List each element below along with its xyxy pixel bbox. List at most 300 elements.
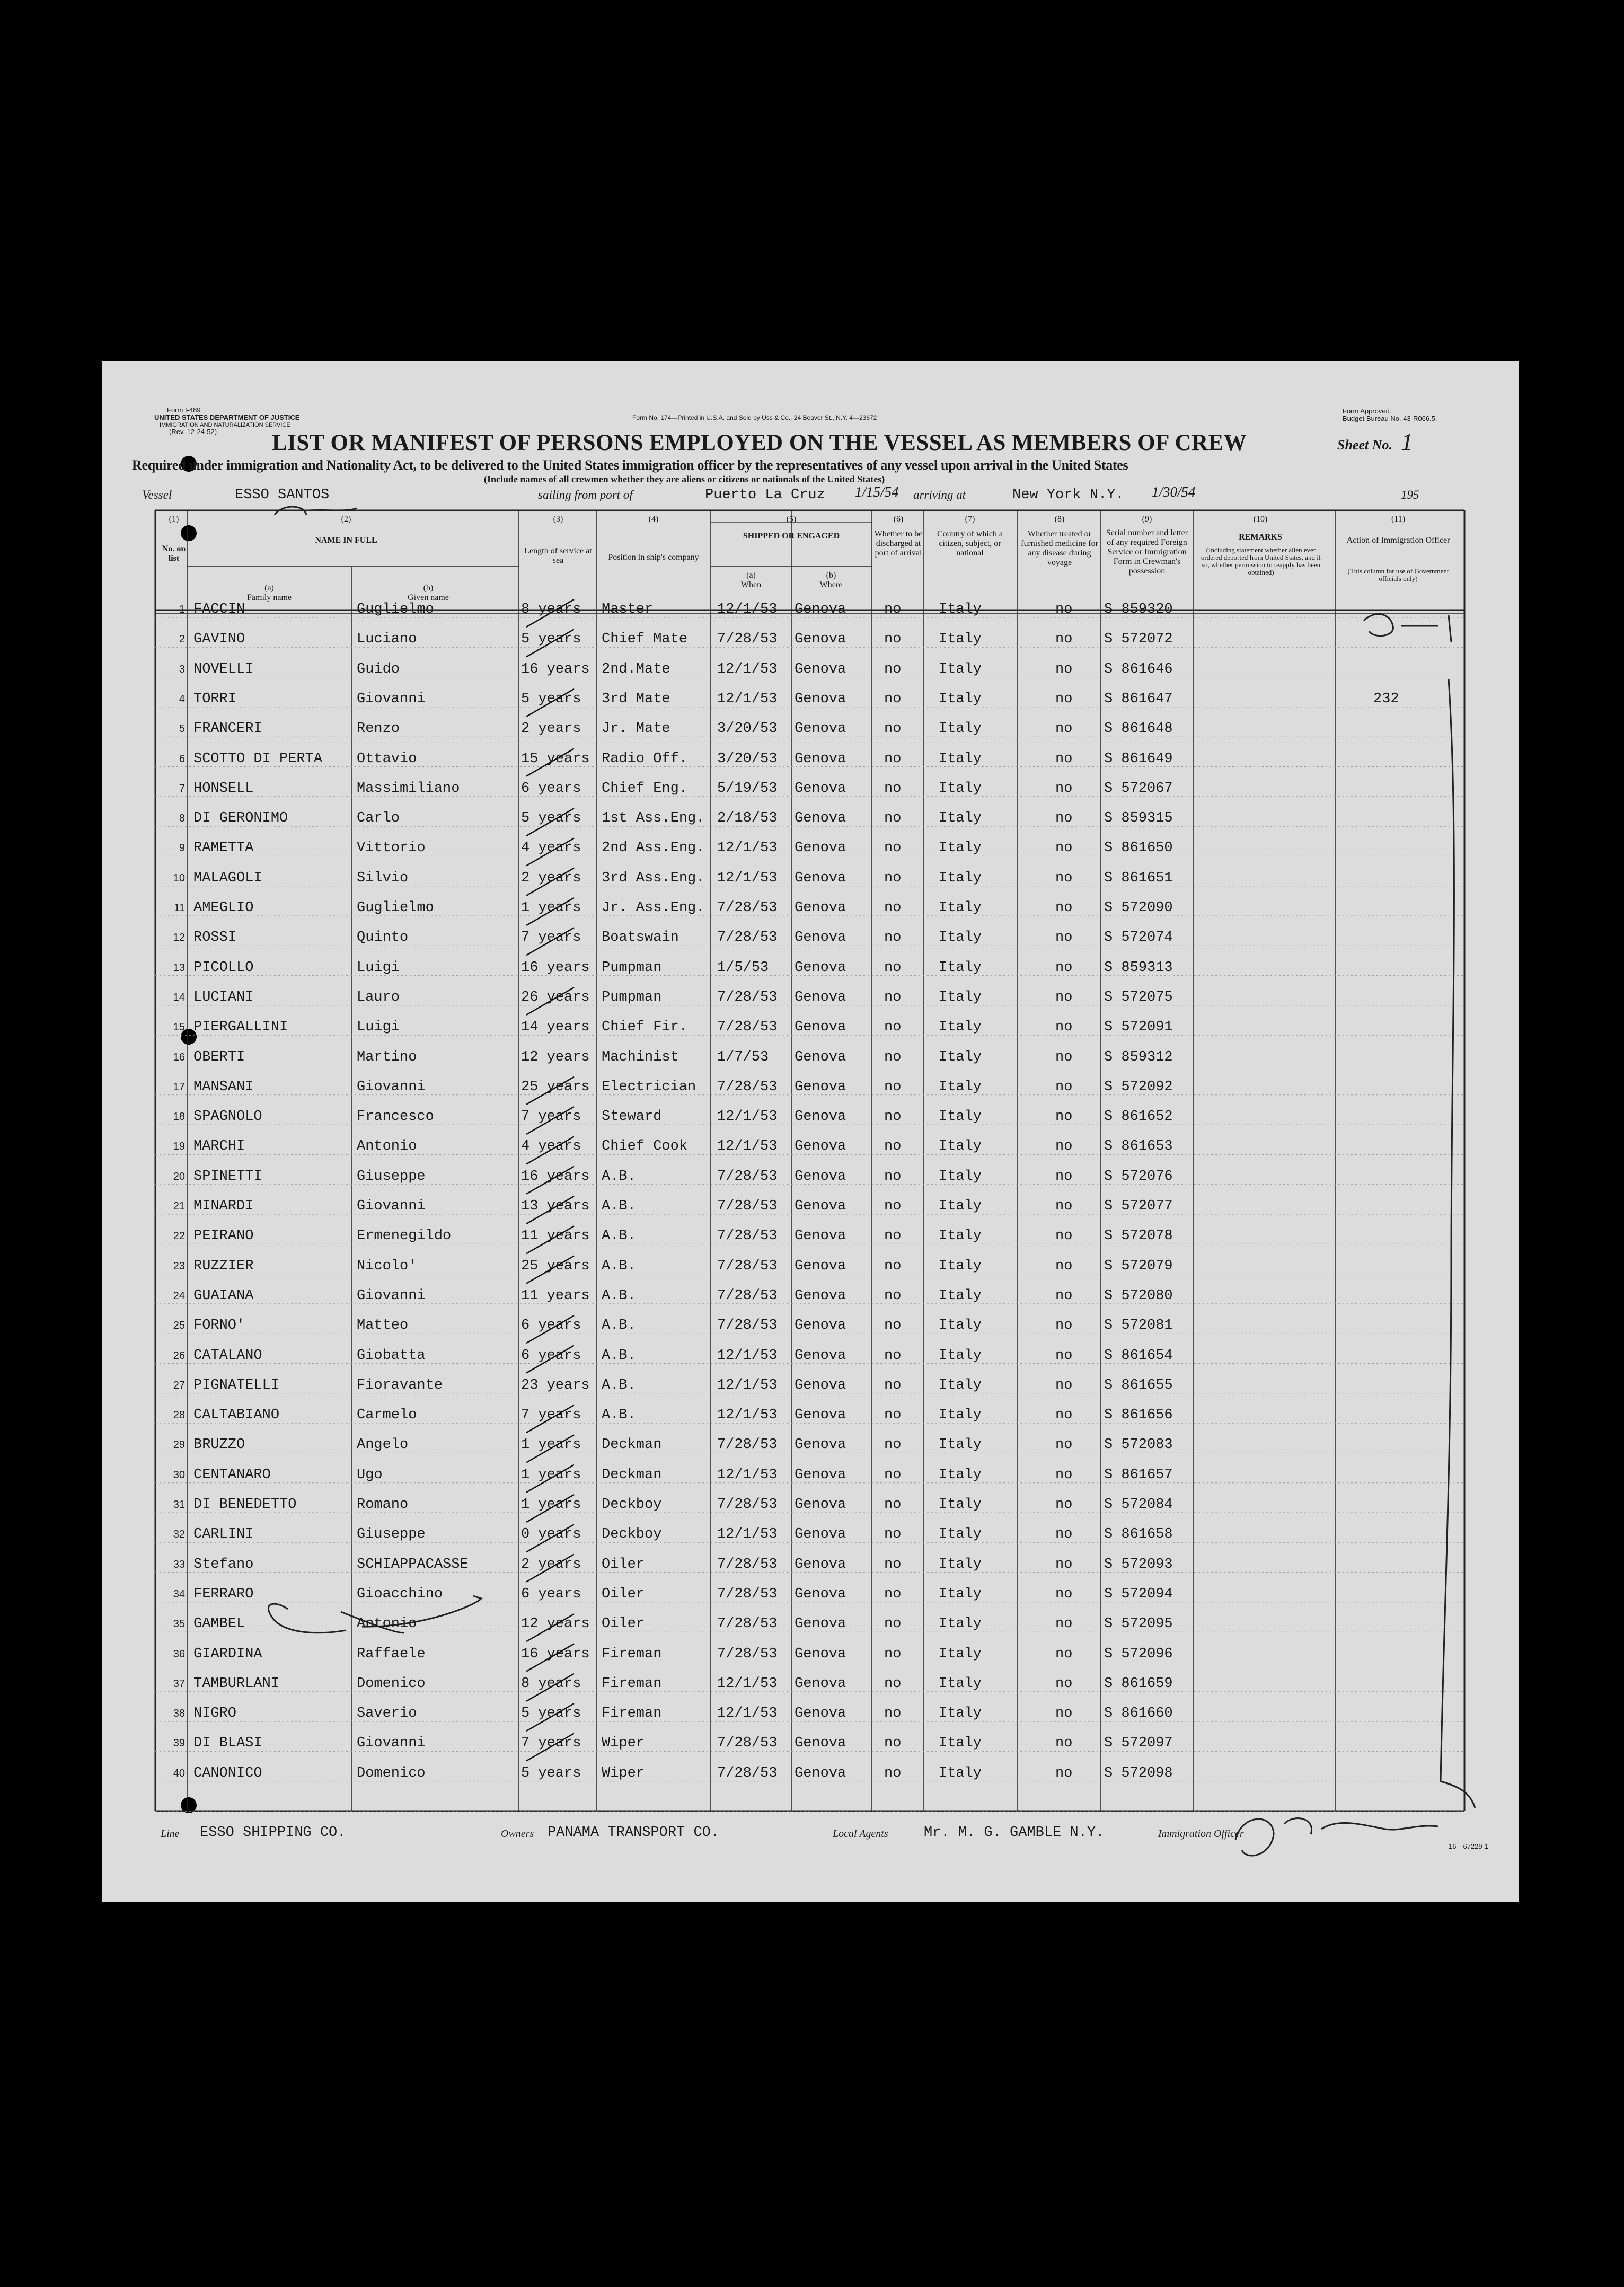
cell-given: Giuseppe bbox=[357, 1168, 426, 1185]
vessel-label: Vessel bbox=[142, 488, 172, 501]
cell-given: Lauro bbox=[357, 989, 400, 1005]
cell-treated: no bbox=[1055, 959, 1073, 976]
cell-position: Oiler bbox=[602, 1616, 645, 1632]
cell-treated: no bbox=[1055, 840, 1073, 856]
cell-family: MALAGOLI bbox=[193, 870, 262, 886]
cell-serial: S 861652 bbox=[1104, 1109, 1173, 1125]
cell-when: 12/1/53 bbox=[717, 1526, 778, 1543]
cell-where: Genova bbox=[795, 1646, 846, 1662]
cell-where: Genova bbox=[795, 1287, 846, 1304]
col9-num: (9) bbox=[1142, 515, 1152, 524]
cell-service: 7 years bbox=[521, 930, 581, 946]
cell-serial: S 861651 bbox=[1104, 870, 1173, 886]
cell-given: SCHIAPPACASSE bbox=[357, 1556, 469, 1573]
cell-serial: S 572093 bbox=[1104, 1556, 1173, 1573]
cell-service: 11 years bbox=[521, 1287, 590, 1304]
cell-disch: no bbox=[884, 1258, 902, 1274]
cell-family: DI GERONIMO bbox=[193, 810, 288, 827]
cell-treated: no bbox=[1055, 1168, 1073, 1185]
cell-country: Italy bbox=[939, 691, 982, 707]
cell-country: Italy bbox=[939, 1079, 982, 1095]
cell-when: 7/28/53 bbox=[717, 1287, 778, 1304]
cell-position: Oiler bbox=[602, 1586, 645, 1602]
cell-serial: S 572090 bbox=[1104, 900, 1173, 916]
cell-treated: no bbox=[1055, 1407, 1073, 1424]
form-id: Form I-489 bbox=[167, 406, 201, 414]
cell-treated: no bbox=[1055, 1198, 1073, 1214]
cell-where: Genova bbox=[795, 1049, 846, 1065]
cell-where: Genova bbox=[795, 1616, 846, 1632]
col8-num: (8) bbox=[1054, 515, 1065, 524]
cell-given: Giovanni bbox=[357, 691, 426, 707]
cell-family: TORRI bbox=[193, 691, 237, 707]
cell-position: Chief Fir. bbox=[602, 1019, 688, 1036]
cell-where: Genova bbox=[795, 959, 846, 976]
cell-service: 16 years bbox=[521, 959, 590, 976]
cell-country: Italy bbox=[939, 810, 982, 827]
cell-no: 30 bbox=[173, 1469, 185, 1481]
cell-given: Giobatta bbox=[357, 1347, 426, 1364]
cell-when: 12/1/53 bbox=[717, 840, 778, 856]
cell-country: Italy bbox=[939, 661, 982, 677]
cell-disch: no bbox=[884, 750, 902, 767]
cell-serial: S 572078 bbox=[1104, 1228, 1173, 1244]
cell-family: PIERGALLINI bbox=[193, 1019, 288, 1036]
cell-disch: no bbox=[884, 1347, 902, 1364]
col5-header: SHIPPED OR ENGAGED bbox=[743, 532, 840, 541]
cell-serial: S 572098 bbox=[1104, 1765, 1173, 1781]
cell-country: Italy bbox=[939, 1258, 982, 1274]
col2a-header: (a) Family name bbox=[247, 584, 292, 602]
cell-position: Electrician bbox=[602, 1079, 696, 1095]
cell-treated: no bbox=[1055, 1675, 1073, 1692]
cell-family: NIGRO bbox=[193, 1706, 237, 1722]
cell-when: 1/5/53 bbox=[717, 959, 769, 976]
cell-where: Genova bbox=[795, 1138, 846, 1155]
cell-serial: S 859313 bbox=[1104, 959, 1173, 976]
cell-service: 1 years bbox=[521, 1497, 581, 1513]
cell-serial: S 572091 bbox=[1104, 1019, 1173, 1036]
cell-disch: no bbox=[884, 1228, 902, 1244]
col2b-header: (b) Given name bbox=[408, 584, 449, 602]
cell-country: Italy bbox=[939, 1168, 982, 1185]
cell-no: 11 bbox=[174, 902, 185, 914]
cell-position: 3rd Mate bbox=[602, 691, 670, 707]
cell-family: FORNO' bbox=[193, 1318, 245, 1334]
cell-treated: no bbox=[1055, 1079, 1073, 1095]
cell-no: 2 bbox=[179, 633, 185, 646]
col8-header: Whether treated or furnished medicine for any disease during voyage bbox=[1021, 529, 1098, 567]
cell-given: Giovanni bbox=[357, 1079, 426, 1095]
cell-family: AMEGLIO bbox=[193, 900, 254, 916]
cell-serial: S 572081 bbox=[1104, 1318, 1173, 1334]
cell-position: Boatswain bbox=[602, 930, 679, 946]
cell-disch: no bbox=[884, 1318, 902, 1334]
cell-country: Italy bbox=[939, 602, 982, 617]
cell-disch: no bbox=[884, 1049, 902, 1065]
cell-when: 7/28/53 bbox=[717, 900, 778, 916]
cell-family: PICOLLO bbox=[193, 959, 254, 976]
cell-position: Radio Off. bbox=[602, 750, 688, 767]
col6-header: Whether to be discharged at port of arrival bbox=[874, 529, 923, 558]
cell-position: Jr. Mate bbox=[602, 721, 670, 737]
col11-num: (11) bbox=[1391, 515, 1406, 524]
cell-country: Italy bbox=[939, 1437, 982, 1453]
cell-when: 7/28/53 bbox=[717, 1616, 778, 1632]
cell-when: 7/28/53 bbox=[717, 1556, 778, 1573]
cell-position: Master bbox=[602, 602, 654, 617]
cell-country: Italy bbox=[939, 780, 982, 797]
cell-no: 35 bbox=[173, 1618, 185, 1630]
cell-given: Giovanni bbox=[357, 1735, 426, 1752]
col3-num: (3) bbox=[553, 515, 563, 524]
cell-given: Giovanni bbox=[357, 1198, 426, 1214]
cell-when: 7/28/53 bbox=[717, 1586, 778, 1602]
cell-family: CATALANO bbox=[193, 1347, 262, 1364]
cell-disch: no bbox=[884, 900, 902, 916]
cell-serial: S 572095 bbox=[1104, 1616, 1173, 1632]
cell-disch: no bbox=[884, 631, 902, 648]
cell-position: Deckman bbox=[602, 1437, 662, 1453]
owners-label: Owners bbox=[501, 1828, 534, 1840]
cell-given: Matteo bbox=[357, 1318, 409, 1334]
cell-treated: no bbox=[1055, 602, 1073, 617]
cell-where: Genova bbox=[795, 1497, 846, 1513]
cell-treated: no bbox=[1055, 1735, 1073, 1752]
cell-no: 14 bbox=[173, 991, 185, 1003]
cell-treated: no bbox=[1055, 1287, 1073, 1304]
cell-given: Carlo bbox=[357, 810, 400, 827]
col5b-header: (b) Where bbox=[819, 571, 843, 589]
cell-disch: no bbox=[884, 810, 902, 827]
cell-where: Genova bbox=[795, 1168, 846, 1185]
cell-given: Nicolo' bbox=[357, 1258, 417, 1274]
cell-country: Italy bbox=[939, 1318, 982, 1334]
cell-treated: no bbox=[1055, 930, 1073, 946]
cell-disch: no bbox=[884, 870, 902, 886]
col4-num: (4) bbox=[648, 515, 659, 524]
cell-position: Deckman bbox=[602, 1467, 662, 1483]
cell-where: Genova bbox=[795, 661, 846, 677]
department: UNITED STATES DEPARTMENT OF JUSTICE bbox=[154, 413, 300, 421]
cell-family: FACCIN bbox=[193, 602, 245, 617]
cell-service: 25 years bbox=[521, 1258, 590, 1274]
cell-service: 5 years bbox=[521, 1706, 581, 1722]
cell-where: Genova bbox=[795, 780, 846, 797]
cell-position: A.B. bbox=[602, 1318, 636, 1334]
cell-where: Genova bbox=[795, 1407, 846, 1424]
cell-serial: S 861659 bbox=[1104, 1675, 1173, 1692]
cell-serial: S 572094 bbox=[1104, 1586, 1173, 1602]
cell-country: Italy bbox=[939, 631, 982, 648]
cell-serial: S 859315 bbox=[1104, 810, 1173, 827]
cell-where: Genova bbox=[795, 721, 846, 737]
cell-when: 3/20/53 bbox=[717, 721, 778, 737]
cell-service: 11 years bbox=[521, 1228, 590, 1244]
cell-disch: no bbox=[884, 1407, 902, 1424]
subtitle-note: (Include names of all crewmen whether they are aliens or citizens or nationals of the United States) bbox=[484, 474, 885, 484]
cell-where: Genova bbox=[795, 930, 846, 946]
cell-family: SPINETTI bbox=[193, 1168, 262, 1185]
cell-no: 40 bbox=[173, 1767, 185, 1779]
cell-position: 2nd.Mate bbox=[602, 661, 670, 677]
cell-when: 7/28/53 bbox=[717, 1258, 778, 1274]
cell-serial: S 572092 bbox=[1104, 1079, 1173, 1095]
cell-country: Italy bbox=[939, 1765, 982, 1781]
cell-no: 36 bbox=[173, 1648, 185, 1660]
cell-position: A.B. bbox=[602, 1258, 636, 1274]
cell-family: DI BLASI bbox=[193, 1735, 262, 1752]
cell-no: 32 bbox=[173, 1529, 185, 1541]
cell-when: 12/1/53 bbox=[717, 1377, 778, 1393]
cell-country: Italy bbox=[939, 900, 982, 916]
cell-treated: no bbox=[1055, 1556, 1073, 1573]
sheet-value: 1 bbox=[1401, 428, 1413, 455]
col6-num: (6) bbox=[893, 515, 904, 524]
col3-header: Length of service at sea bbox=[524, 546, 592, 565]
cell-serial: S 572076 bbox=[1104, 1168, 1173, 1185]
cell-when: 7/28/53 bbox=[717, 1437, 778, 1453]
budget-bureau: Budget Bureau No. 43-R066.5. bbox=[1343, 414, 1437, 422]
col10-header: REMARKS bbox=[1239, 533, 1282, 542]
cell-service: 6 years bbox=[521, 1318, 581, 1334]
cell-country: Italy bbox=[939, 1467, 982, 1483]
col11-note: (This column for use of Government officials only) bbox=[1347, 567, 1449, 582]
cell-when: 1/7/53 bbox=[717, 1049, 769, 1065]
cell-service: 12 years bbox=[521, 1049, 590, 1065]
cell-given: Romano bbox=[357, 1497, 409, 1513]
cell-serial: S 572097 bbox=[1104, 1735, 1173, 1752]
cell-action: 232 bbox=[1373, 691, 1399, 707]
cell-when: 3/20/53 bbox=[717, 750, 778, 767]
cell-family: GIARDINA bbox=[193, 1646, 262, 1662]
cell-given: Domenico bbox=[357, 1765, 426, 1781]
agents-label: Local Agents bbox=[833, 1828, 888, 1840]
cell-where: Genova bbox=[795, 1347, 846, 1364]
cell-no: 20 bbox=[173, 1170, 185, 1182]
cell-when: 12/1/53 bbox=[717, 1675, 778, 1692]
cell-when: 2/18/53 bbox=[717, 810, 778, 827]
cell-serial: S 572072 bbox=[1104, 631, 1173, 648]
cell-no: 29 bbox=[173, 1439, 185, 1451]
cell-treated: no bbox=[1055, 1437, 1073, 1453]
cell-disch: no bbox=[884, 1437, 902, 1453]
cell-position: A.B. bbox=[602, 1407, 636, 1424]
cell-position: 1st Ass.Eng. bbox=[602, 810, 705, 827]
cell-given: Martino bbox=[357, 1049, 417, 1065]
cell-country: Italy bbox=[939, 1706, 982, 1722]
cell-service: 25 years bbox=[521, 1079, 590, 1095]
cell-no: 18 bbox=[173, 1111, 185, 1123]
cell-service: 7 years bbox=[521, 1735, 581, 1752]
cell-position: A.B. bbox=[602, 1287, 636, 1304]
cell-treated: no bbox=[1055, 1347, 1073, 1364]
cell-service: 7 years bbox=[521, 1407, 581, 1424]
cell-no: 19 bbox=[173, 1141, 185, 1153]
cell-disch: no bbox=[884, 1287, 902, 1304]
cell-service: 5 years bbox=[521, 810, 581, 827]
cell-service: 0 years bbox=[521, 1526, 581, 1543]
cell-serial: S 572075 bbox=[1104, 989, 1173, 1005]
cell-where: Genova bbox=[795, 1377, 846, 1393]
cell-where: Genova bbox=[795, 1198, 846, 1214]
cell-serial: S 861655 bbox=[1104, 1377, 1173, 1393]
cell-no: 12 bbox=[173, 932, 185, 944]
cell-family: RAMETTA bbox=[193, 840, 254, 856]
col2-header: NAME IN FULL bbox=[315, 536, 377, 545]
cell-treated: no bbox=[1055, 1109, 1073, 1125]
cell-country: Italy bbox=[939, 1138, 982, 1155]
cell-where: Genova bbox=[795, 1258, 846, 1274]
cell-treated: no bbox=[1055, 721, 1073, 737]
cell-service: 5 years bbox=[521, 631, 581, 648]
cell-disch: no bbox=[884, 661, 902, 677]
col7-header: Country of which a citizen, subject, or national bbox=[937, 529, 1003, 558]
cell-disch: no bbox=[884, 1646, 902, 1662]
cell-position: Deckboy bbox=[602, 1526, 662, 1543]
print-code: 16—67229-1 bbox=[1449, 1842, 1489, 1850]
cell-serial: S 861658 bbox=[1104, 1526, 1173, 1543]
cell-when: 7/28/53 bbox=[717, 1318, 778, 1334]
cell-service: 8 years bbox=[521, 602, 581, 617]
cell-no: 21 bbox=[173, 1200, 185, 1212]
cell-serial: S 861647 bbox=[1104, 691, 1173, 707]
cell-serial: S 572084 bbox=[1104, 1497, 1173, 1513]
cell-no: 1 bbox=[179, 604, 185, 615]
cell-when: 7/28/53 bbox=[717, 1646, 778, 1662]
cell-serial: S 861654 bbox=[1104, 1347, 1173, 1364]
cell-disch: no bbox=[884, 1019, 902, 1036]
cell-service: 16 years bbox=[521, 1646, 590, 1662]
cell-where: Genova bbox=[795, 1706, 846, 1722]
cell-family: PEIRANO bbox=[193, 1228, 254, 1244]
cell-when: 7/28/53 bbox=[717, 1019, 778, 1036]
cell-no: 24 bbox=[173, 1290, 185, 1302]
cell-family: RUZZIER bbox=[193, 1258, 254, 1274]
col1-num: (1) bbox=[169, 515, 179, 524]
cell-family: MARCHI bbox=[193, 1138, 245, 1155]
cell-treated: no bbox=[1055, 1765, 1073, 1781]
cell-treated: no bbox=[1055, 870, 1073, 886]
cell-where: Genova bbox=[795, 602, 846, 617]
cell-treated: no bbox=[1055, 631, 1073, 648]
cell-no: 23 bbox=[173, 1260, 185, 1272]
cell-given: Silvio bbox=[357, 870, 409, 886]
cell-no: 27 bbox=[173, 1379, 185, 1391]
cell-service: 2 years bbox=[521, 721, 581, 737]
cell-no: 17 bbox=[173, 1081, 185, 1093]
cell-family: MANSANI bbox=[193, 1079, 254, 1095]
cell-when: 12/1/53 bbox=[717, 870, 778, 886]
cell-service: 16 years bbox=[521, 661, 590, 677]
cell-service: 26 years bbox=[521, 989, 590, 1005]
form-approved: Form Approved. bbox=[1343, 407, 1392, 415]
cell-no: 39 bbox=[173, 1737, 185, 1750]
cell-position: Chief Mate bbox=[602, 631, 688, 648]
arriving-date: 1/30/54 bbox=[1152, 484, 1196, 500]
sailing-label: sailing from port of bbox=[538, 488, 633, 501]
cell-position: Fireman bbox=[602, 1675, 662, 1692]
cell-family: GAMBEL bbox=[193, 1616, 245, 1632]
cell-position: Steward bbox=[602, 1109, 662, 1125]
cell-country: Italy bbox=[939, 1616, 982, 1632]
cell-where: Genova bbox=[795, 1556, 846, 1573]
cell-treated: no bbox=[1055, 1646, 1073, 1662]
cell-when: 12/1/53 bbox=[717, 1407, 778, 1424]
cell-when: 12/1/53 bbox=[717, 691, 778, 707]
cell-no: 33 bbox=[173, 1558, 185, 1570]
cell-service: 5 years bbox=[521, 1765, 581, 1781]
cell-treated: no bbox=[1055, 1228, 1073, 1244]
cell-given: Raffaele bbox=[357, 1646, 426, 1662]
cell-family: CALTABIANO bbox=[193, 1407, 280, 1424]
cell-treated: no bbox=[1055, 750, 1073, 767]
cell-where: Genova bbox=[795, 1526, 846, 1543]
cell-given: Renzo bbox=[357, 721, 400, 737]
cell-where: Genova bbox=[795, 1765, 846, 1781]
cell-disch: no bbox=[884, 930, 902, 946]
col5-num: (5) bbox=[786, 515, 797, 524]
cell-when: 7/28/53 bbox=[717, 1765, 778, 1781]
cell-given: Guglielmo bbox=[357, 602, 434, 617]
cell-country: Italy bbox=[939, 989, 982, 1005]
cell-given: Angelo bbox=[357, 1437, 409, 1453]
cell-country: Italy bbox=[939, 750, 982, 767]
cell-family: OBERTI bbox=[193, 1049, 245, 1065]
cell-disch: no bbox=[884, 721, 902, 737]
cell-no: 3 bbox=[179, 663, 185, 675]
cell-no: 38 bbox=[173, 1708, 185, 1720]
cell-no: 28 bbox=[173, 1409, 185, 1421]
cell-given: Carmelo bbox=[357, 1407, 417, 1424]
cell-country: Italy bbox=[939, 1407, 982, 1424]
cell-given: Ugo bbox=[357, 1467, 383, 1483]
cell-given: Ermenegildo bbox=[357, 1228, 452, 1244]
revision: (Rev. 12-24-52) bbox=[169, 428, 217, 436]
cell-where: Genova bbox=[795, 1109, 846, 1125]
col4-header: Position in ship's company bbox=[608, 553, 699, 562]
cell-disch: no bbox=[884, 1079, 902, 1095]
cell-family: TAMBURLANI bbox=[193, 1675, 280, 1692]
cell-disch: no bbox=[884, 1556, 902, 1573]
cell-position: A.B. bbox=[602, 1228, 636, 1244]
cell-where: Genova bbox=[795, 1437, 846, 1453]
col9-header: Serial number and letter of any required Foreign Service or Immigration Form in Crewman's possession bbox=[1106, 528, 1188, 576]
cell-position: 2nd Ass.Eng. bbox=[602, 840, 705, 856]
cell-serial: S 572096 bbox=[1104, 1646, 1173, 1662]
cell-disch: no bbox=[884, 780, 902, 797]
subtitle: Required under immigration and Nationality Act, to be delivered to the United States immigration officer by the representatives of any vessel upon arrival in the United States bbox=[132, 457, 1128, 473]
service: IMMIGRATION AND NATURALIZATION SERVICE bbox=[160, 422, 290, 428]
cell-service: 23 years bbox=[521, 1377, 590, 1393]
cell-service: 6 years bbox=[521, 780, 581, 797]
cell-position: Chief Cook bbox=[602, 1138, 688, 1155]
cell-no: 9 bbox=[179, 842, 185, 854]
cell-position: Wiper bbox=[602, 1735, 645, 1752]
cell-service: 15 years bbox=[521, 750, 590, 767]
cell-family: NOVELLI bbox=[193, 661, 254, 677]
cell-treated: no bbox=[1055, 1526, 1073, 1543]
cell-disch: no bbox=[884, 959, 902, 976]
cell-no: 4 bbox=[179, 693, 185, 705]
cell-no: 37 bbox=[173, 1677, 185, 1690]
arriving-label: arriving at bbox=[913, 488, 966, 501]
cell-when: 7/28/53 bbox=[717, 989, 778, 1005]
cell-family: FRANCERI bbox=[193, 721, 262, 737]
cell-where: Genova bbox=[795, 1586, 846, 1602]
cell-position: Machinist bbox=[602, 1049, 679, 1065]
col11-header: Action of Immigration Officer bbox=[1346, 536, 1450, 545]
